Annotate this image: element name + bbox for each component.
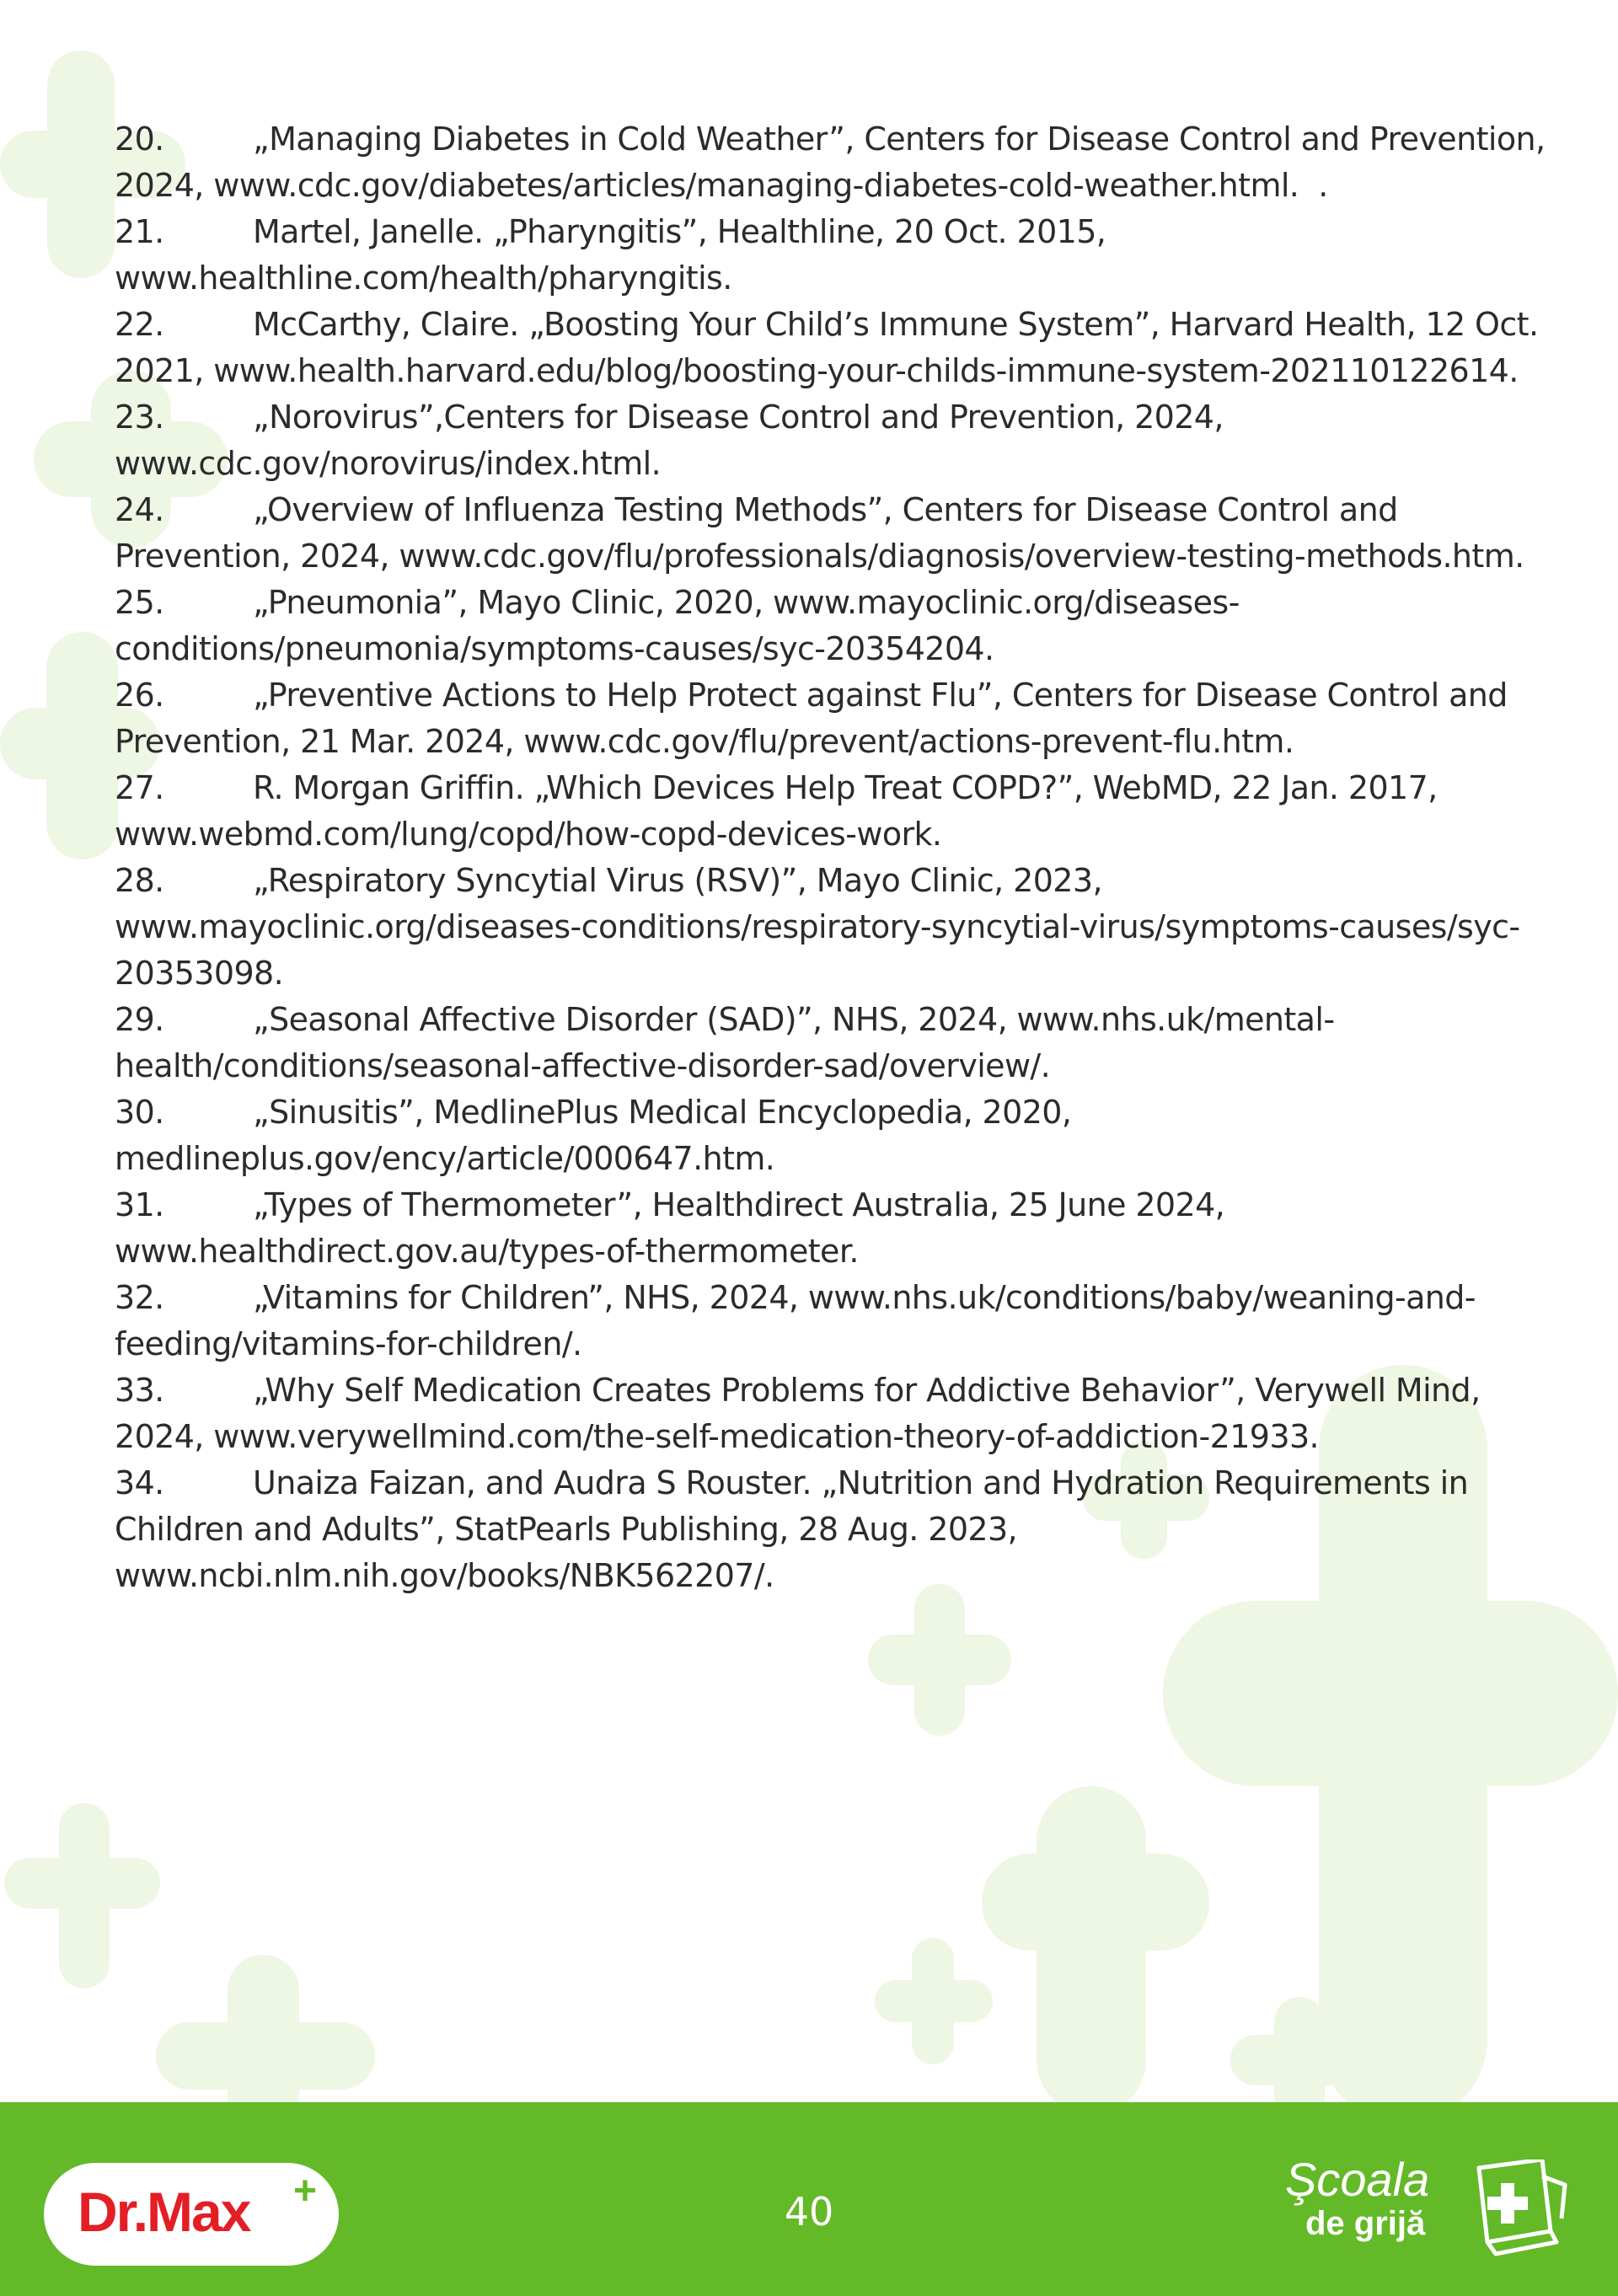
reference-number: 20. bbox=[115, 120, 164, 158]
reference-item bbox=[115, 302, 1547, 394]
logo-text: Dr.Max bbox=[78, 2181, 250, 2243]
reference-number: 34. bbox=[115, 1464, 164, 1501]
reference-text: „Managing Diabetes in Cold Weather”, Centers for Disease Control and Prevention, 2024, www.cdc.gov/diabetes/articles/managing-diabetes-cold-weather.html. . bbox=[115, 120, 1555, 204]
reference-number: 33. bbox=[115, 1372, 164, 1409]
reference-text: Unaiza Faizan, and Audra S Rouster. „Nutrition and Hydration Requirements in Children and Adults”, StatPearls Publishing, 28 Aug. 2023, www.ncbi.nlm.nih.gov/books/NBK562207/. bbox=[115, 1464, 1478, 1594]
brand-line-2: de grijă bbox=[1305, 2205, 1426, 2242]
book-cross-icon bbox=[1462, 2160, 1572, 2261]
reference-text: McCarthy, Claire. „Boosting Your Child’s Immune System”, Harvard Health, 12 Oct. 2021, www.health.harvard.edu/blog/boosting-your-childs-immune-system-202110122614. bbox=[115, 306, 1548, 389]
reference-number: 29. bbox=[115, 1001, 164, 1038]
brand-line-1: Şcoala bbox=[1285, 2153, 1430, 2206]
reference-number: 30. bbox=[115, 1094, 164, 1131]
reference-text: „Why Self Medication Creates Problems for Addictive Behavior”, Verywell Mind, 2024, www.verywellmind.com/the-self-medication-theory-of-addiction-21933. bbox=[115, 1372, 1491, 1455]
reference-number: 23. bbox=[115, 399, 164, 436]
logo-plus-icon: + bbox=[293, 2169, 318, 2213]
reference-number: 22. bbox=[115, 306, 164, 343]
reference-text: „Vitamins for Children”, NHS, 2024, www.nhs.uk/conditions/baby/weaning-and-feeding/vitamins-for-children/. bbox=[115, 1279, 1476, 1362]
reference-item bbox=[115, 487, 1547, 580]
reference-item bbox=[115, 1460, 1547, 1599]
reference-text: R. Morgan Griffin. „Which Devices Help Treat COPD?”, WebMD, 22 Jan. 2017, www.webmd.com/lung/copd/how-copd-devices-work. bbox=[115, 769, 1448, 853]
reference-item bbox=[115, 1275, 1547, 1367]
cross-decoration bbox=[4, 1803, 160, 1988]
reference-text: „Sinusitis”, MedlinePlus Medical Encyclopedia, 2020, medlineplus.gov/ency/article/000647.htm. bbox=[115, 1094, 1081, 1177]
reference-item bbox=[115, 1367, 1547, 1460]
scoala-de-grija-logo bbox=[1285, 2153, 1580, 2262]
reference-item bbox=[115, 394, 1547, 487]
reference-text: „Pneumonia”, Mayo Clinic, 2020, www.mayoclinic.org/diseases-conditions/pneumonia/symptoms-causes/syc-20354204. bbox=[115, 584, 1240, 667]
reference-number: 32. bbox=[115, 1279, 164, 1316]
reference-number: 27. bbox=[115, 769, 164, 806]
reference-number: 21. bbox=[115, 213, 164, 250]
reference-text: „Respiratory Syncytial Virus (RSV)”, Mayo Clinic, 2023, www.mayoclinic.org/diseases-conditions/respiratory-syncytial-virus/symptoms-causes/syc-20353098. bbox=[115, 862, 1520, 992]
cross-decoration bbox=[982, 1786, 1209, 2115]
reference-number: 31. bbox=[115, 1186, 164, 1223]
reference-number: 24. bbox=[115, 491, 164, 528]
reference-item bbox=[115, 858, 1547, 997]
reference-number: 25. bbox=[115, 584, 164, 621]
reference-item bbox=[115, 997, 1547, 1089]
reference-text: „Overview of Influenza Testing Methods”, Centers for Disease Control and Prevention, 2024, www.cdc.gov/flu/professionals/diagnosis/overview-testing-methods.htm. bbox=[115, 491, 1524, 575]
reference-item bbox=[115, 765, 1547, 858]
reference-number: 26. bbox=[115, 677, 164, 714]
reference-text: Martel, Janelle. „Pharyngitis”, Healthline, 20 Oct. 2015, www.healthline.com/health/pharyngitis. bbox=[115, 213, 1116, 297]
page-number: 40 bbox=[784, 2189, 834, 2234]
cross-decoration bbox=[868, 1584, 1011, 1736]
reference-text: „Preventive Actions to Help Protect against Flu”, Centers for Disease Control and Prevention, 21 Mar. 2024, www.cdc.gov/flu/prevent/actions-prevent-flu.htm. bbox=[115, 677, 1518, 760]
reference-text: „Seasonal Affective Disorder (SAD)”, NHS, 2024, www.nhs.uk/mental-health/conditions/seasonal-affective-disorder-sad/overview/. bbox=[115, 1001, 1335, 1084]
reference-item bbox=[115, 580, 1547, 672]
reference-text: „Types of Thermometer”, Healthdirect Australia, 25 June 2024, www.healthdirect.gov.au/types-of-thermometer. bbox=[115, 1186, 1235, 1270]
reference-item bbox=[115, 1089, 1547, 1182]
reference-list bbox=[115, 116, 1555, 1599]
reference-number: 28. bbox=[115, 862, 164, 899]
reference-item bbox=[115, 116, 1555, 209]
footer-bar bbox=[0, 2102, 1618, 2296]
drmax-logo bbox=[44, 2163, 339, 2266]
reference-item bbox=[115, 1182, 1547, 1275]
reference-text: „Norovirus”,Centers for Disease Control and Prevention, 2024, www.cdc.gov/norovirus/index.html. bbox=[115, 399, 1234, 482]
reference-item bbox=[115, 209, 1547, 302]
cross-decoration bbox=[875, 1938, 993, 2064]
reference-item bbox=[115, 672, 1547, 765]
